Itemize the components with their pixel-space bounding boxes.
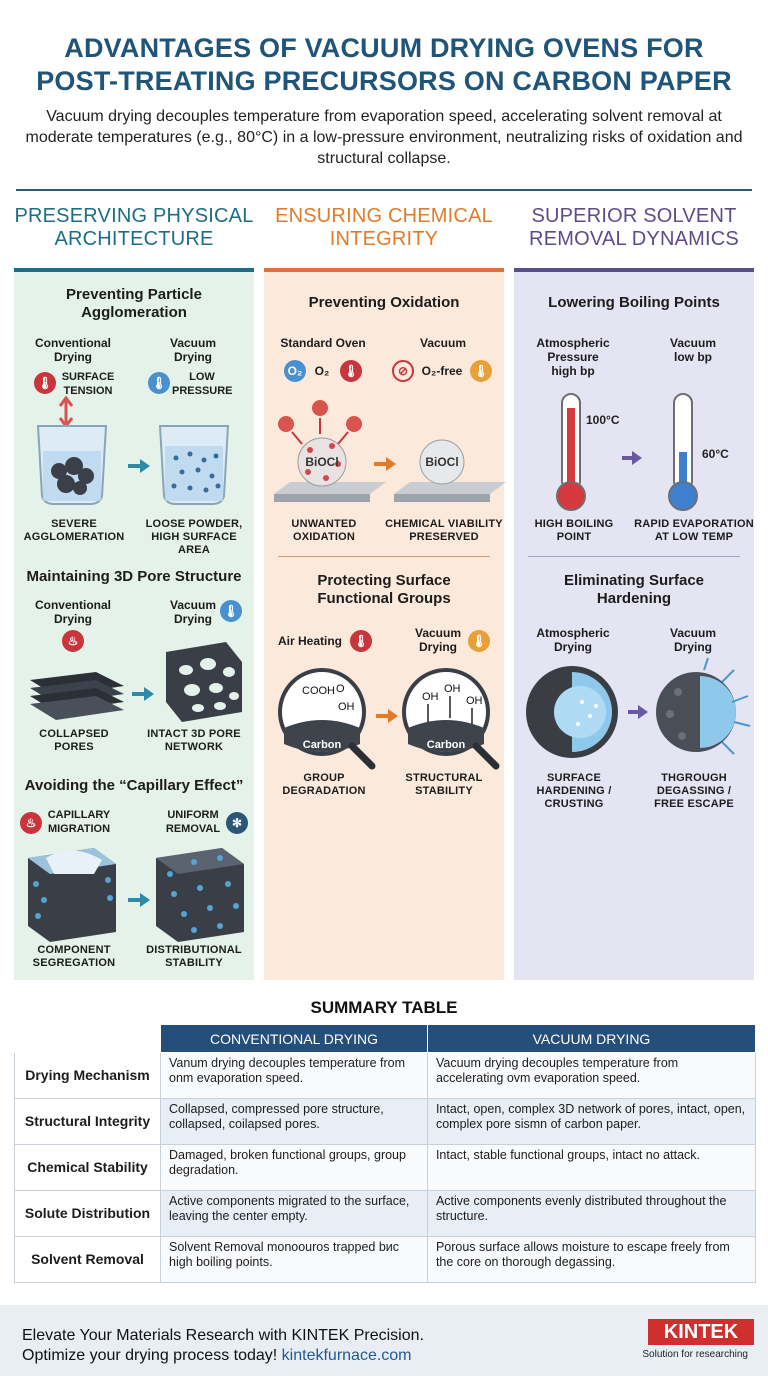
thermometer-icon: 🌡 (468, 630, 490, 652)
section-title: Maintaining 3D Pore Structure (26, 568, 242, 585)
website-link[interactable]: kintekfurnace.com (281, 1347, 412, 1364)
cell-vacuum: Porous surface allows moisture to escape freely from the core on thorough degassing. (427, 1237, 755, 1283)
label-line: Drying (553, 640, 592, 654)
label-line: Atmospheric (536, 626, 610, 640)
degassing-sphere-icon (656, 658, 750, 754)
caption-line: SEVERE (51, 518, 97, 530)
table-row (15, 1053, 756, 1099)
footer-cta (22, 1347, 412, 1365)
group-label: OH (444, 683, 461, 695)
group-label: OH (466, 695, 483, 707)
logo-tagline: Solution for researching (642, 1349, 748, 1360)
label-line: high bp (551, 364, 595, 378)
label-standard-oven: Standard Oven (280, 336, 366, 350)
section-title-line: Functional Groups (317, 590, 451, 607)
caption-line: DEGASSING / (656, 785, 732, 797)
magnifier-right-icon (404, 670, 496, 766)
caption-line: OXIDATION (292, 531, 356, 543)
column-chemical-integrity (264, 205, 504, 797)
footer-tagline: Elevate Your Materials Research with KINTEK Precision. (22, 1327, 424, 1344)
caption-degradation (264, 772, 384, 798)
thermometer-icon: 🌡 (340, 360, 362, 382)
particle-label: BiOCl (425, 455, 459, 469)
row-label: Solute Distribution (15, 1191, 161, 1237)
column-title (264, 205, 504, 251)
cell-conventional: Solvent Removal monoouros trapped bиc high boiling points. (161, 1237, 428, 1283)
caption-line: COLLAPSED (39, 728, 109, 740)
tag-line: UNIFORM (167, 809, 219, 821)
label-line: Drying (173, 350, 212, 364)
column-title (514, 205, 754, 251)
caption-line: CHEMICAL VIABILITY (385, 518, 503, 530)
row-label: Chemical Stability (15, 1145, 161, 1191)
tag-line: SURFACE (61, 371, 115, 383)
label-line: Vacuum (669, 626, 717, 640)
caption-high-boiling (514, 518, 634, 544)
caption-line: INTACT 3D PORE (147, 728, 241, 740)
caption-surface-hardening (514, 772, 634, 811)
label-line: Pressure (547, 350, 599, 364)
thermometer-high-icon (557, 394, 585, 510)
tag-line: CAPILLARY (47, 809, 111, 821)
tag-line: PRESSURE (172, 385, 233, 397)
collapsed-pores-icon (30, 672, 124, 720)
uniform-removal-label (158, 808, 228, 836)
column-title-line: INTEGRITY (329, 228, 439, 250)
section-title: Preventing Oxidation (308, 294, 460, 311)
caption-line: HIGH BOILING (534, 518, 614, 530)
label-line: Vacuum (669, 336, 717, 350)
table-header-row (15, 1025, 756, 1053)
label-atmospheric (514, 336, 632, 378)
label-line: low bp (674, 350, 712, 364)
temp-low-label: 60°C (702, 447, 729, 461)
caption-line: COMPONENT (37, 944, 111, 956)
label-line: Vacuum (414, 626, 462, 640)
section-title-line: Agglomeration (81, 304, 187, 321)
caption-preserved (384, 518, 504, 544)
surface-tension-label (58, 370, 118, 398)
capillary-illustration (24, 844, 248, 944)
label-atmospheric (514, 626, 632, 654)
carbon-label: Carbon (426, 739, 466, 751)
page-title (20, 32, 748, 98)
label-line: Drying (173, 612, 212, 626)
thermometer-low-icon (669, 394, 697, 510)
column-title-line: SUPERIOR SOLVENT (531, 205, 737, 227)
caption-line: NETWORK (164, 741, 224, 753)
arrow-right-icon (140, 459, 150, 473)
label-line: Drying (53, 350, 92, 364)
row-label: Solvent Removal (15, 1237, 161, 1283)
thermometer-icon: 🌡 (470, 360, 492, 382)
column-title-line: PRESERVING PHYSICAL (14, 205, 254, 227)
caption-stability (134, 944, 254, 970)
footer (0, 1305, 768, 1376)
temp-high-label: 100°C (586, 413, 620, 427)
caption-line: UNWANTED (291, 518, 357, 530)
label-vacuum (134, 336, 252, 364)
no-oxygen-icon: ⊘ (392, 360, 414, 382)
thermometer-icon: 🌡 (148, 372, 170, 394)
column-panel (264, 268, 504, 980)
caption-line: SEGREGATION (32, 957, 116, 969)
tag-line: REMOVAL (165, 823, 221, 835)
arrow-right-icon (386, 457, 396, 471)
label-line: Drying (53, 612, 92, 626)
tag-line: MIGRATION (47, 823, 111, 835)
section-title-line: Eliminating Surface (563, 572, 705, 589)
caption-line: STABILITY (415, 785, 473, 797)
table-row (15, 1099, 756, 1145)
caption-line: STABILITY (165, 957, 223, 969)
header-divider (16, 189, 752, 191)
caption-line: LOOSE POWDER, (145, 518, 243, 530)
arrow-right-icon (140, 893, 150, 907)
caption-collapsed (14, 728, 134, 754)
low-pressure-label (172, 370, 232, 398)
cell-vacuum: Intact, stable functional groups, intact no attack. (427, 1145, 755, 1191)
section-title (514, 572, 754, 608)
cell-conventional: Collapsed, compressed pore structure, collapsed, coilapsed pores. (161, 1099, 428, 1145)
caption-line: PRESERVED (409, 531, 479, 543)
caption-intact (134, 728, 254, 754)
table-row (15, 1191, 756, 1237)
caption-loose-powder (134, 518, 254, 557)
arrow-right-icon (144, 687, 154, 701)
section-divider (278, 556, 490, 557)
column-title-line: ENSURING CHEMICAL (275, 205, 493, 227)
section-title-line: Preventing Particle (66, 286, 202, 303)
label-conventional (14, 598, 132, 626)
pore-structure-illustration (26, 632, 246, 722)
intact-pore-network-icon (166, 642, 242, 722)
caption-line: FREE ESCAPE (654, 798, 734, 810)
snowflake-icon: ✻ (226, 812, 248, 834)
arrow-right-icon (632, 451, 642, 465)
row-label: Structural Integrity (15, 1099, 161, 1145)
heat-icon: ♨ (20, 812, 42, 834)
page-subtitle: Vacuum drying decouples temperature from evaporation speed, accelerating solvent removal at moderate temperatures (e.g., 80°C) in a low-pressure environment, neutralizing risks of oxidation and structural collapse. (25, 108, 743, 167)
label-line: Vacuum (169, 336, 217, 350)
caption-line: THGROUGH (661, 772, 727, 784)
carbon-label: Carbon (302, 739, 342, 751)
crusted-sphere-icon (526, 666, 618, 758)
label-line: Conventional (34, 598, 111, 612)
column-solvent-removal (514, 205, 754, 810)
label-line: Atmospheric (536, 336, 610, 350)
caption-line: SURFACE (547, 772, 601, 784)
group-label: OH (422, 691, 439, 703)
group-label: COOH (302, 685, 335, 697)
caption-line: STRUCTURAL (405, 772, 483, 784)
section-title-line: Protecting Surface (317, 572, 451, 589)
caption-line: AGGLOMERATION (23, 531, 125, 543)
magnifier-left-icon (280, 670, 372, 766)
caption-oxidation (264, 518, 384, 544)
summary-title: SUMMARY TABLE (310, 998, 458, 1017)
caption-line: PORES (54, 741, 94, 753)
label-vacuum (634, 336, 752, 364)
caption-structural-stability (384, 772, 504, 798)
oxygen-icon: O₂ (284, 360, 306, 382)
label-line: Drying (673, 640, 712, 654)
column-panel (14, 268, 254, 980)
label-vacuum: Vacuum (419, 336, 467, 350)
kintek-logo[interactable]: KINTEK (648, 1319, 754, 1345)
cell-vacuum: Intact, open, complex 3D network of pores, intact, open, complex pore sismn of carbon paper. (427, 1099, 755, 1145)
thermometer-illustration (544, 392, 734, 512)
column-physical-architecture (14, 205, 254, 969)
col-header-vacuum: VACUUM DRYING (427, 1025, 755, 1053)
column-title-line: REMOVAL DYNAMICS (529, 228, 739, 250)
segregation-cube-icon (28, 848, 116, 942)
caption-line: POINT (556, 531, 592, 543)
caption-line: DEGRADATION (282, 785, 366, 797)
functional-groups-illustration (272, 664, 500, 774)
title-line-1: ADVANTAGES OF VACUUM DRYING OVENS FOR (64, 33, 704, 63)
caption-segregation (14, 944, 134, 970)
caption-line: HIGH SURFACE AREA (151, 531, 237, 556)
arrow-right-icon (638, 705, 648, 719)
summary-table (14, 1024, 756, 1283)
arrow-right-icon (388, 709, 398, 723)
section-title-line: Hardening (596, 590, 672, 607)
group-label: OH (338, 701, 355, 713)
label-line: Conventional (34, 336, 111, 350)
caption-line: AT LOW TEMP (654, 531, 734, 543)
label-air-heating: Air Heating (277, 634, 342, 648)
cell-conventional: Active components migrated to the surface, leaving the center empty. (161, 1191, 428, 1237)
group-label: O (336, 683, 345, 695)
section-title (264, 572, 504, 608)
table-corner (15, 1025, 161, 1053)
tag-line: TENSION (63, 385, 113, 397)
title-line-2: POST-TREATING PRECURSORS ON CARBON PAPER (36, 66, 732, 96)
caption-agglomeration (14, 518, 134, 544)
col-header-conventional: CONVENTIONAL DRYING (161, 1025, 428, 1053)
thermometer-icon: 🌡 (220, 600, 242, 622)
caption-rapid-evaporation (634, 518, 754, 544)
section-title: Lowering Boiling Points (548, 294, 720, 311)
caption-degassing (634, 772, 754, 811)
oxidation-illustration (270, 398, 500, 514)
beaker-illustration (34, 396, 234, 506)
label-line: Vacuum (169, 598, 217, 612)
caption-line: RAPID EVAPORATION (634, 518, 754, 530)
header (0, 0, 768, 169)
stable-cube-icon (156, 848, 244, 942)
o2-free-label: O₂-free (421, 364, 463, 378)
particle-label: BiOCl (305, 455, 339, 469)
section-title (14, 286, 254, 322)
label-vacuum (634, 626, 752, 654)
capillary-migration-label (44, 808, 114, 836)
table-row (15, 1237, 756, 1283)
cell-conventional: Damaged, broken functional groups, group degradation. (161, 1145, 428, 1191)
tag-line: LOW (189, 371, 215, 383)
label-line: Drying (418, 640, 457, 654)
label-vacuum (398, 626, 478, 654)
cell-conventional: Vanum drying decouples temperature from onm evaporation speed. (161, 1053, 428, 1099)
cell-vacuum: Vacuum drying decouples temperature from accelerating ovm evaporation speed. (427, 1053, 755, 1099)
o2-label: O₂ (314, 364, 330, 378)
label-conventional (14, 336, 132, 364)
row-label: Drying Mechanism (15, 1053, 161, 1099)
thermometer-icon: 🌡 (34, 372, 56, 394)
thermometer-icon: 🌡 (350, 630, 372, 652)
column-title-line: ARCHITECTURE (54, 228, 214, 250)
caption-line: GROUP (303, 772, 345, 784)
table-row (15, 1145, 756, 1191)
surface-hardening-illustration (522, 662, 750, 762)
column-title (14, 205, 254, 251)
column-panel (514, 268, 754, 980)
caption-line: HARDENING / (536, 785, 612, 797)
section-divider (528, 556, 740, 557)
heat-icon: ♨ (62, 630, 84, 652)
section-title: Avoiding the “Capillary Effect” (24, 777, 244, 794)
caption-line: CRUSTING (544, 798, 604, 810)
cta-text: Optimize your drying process today! (22, 1347, 278, 1364)
cell-vacuum: Active components evenly distributed throughout the structure. (427, 1191, 755, 1237)
caption-line: DISTRIBUTIONAL (146, 944, 242, 956)
